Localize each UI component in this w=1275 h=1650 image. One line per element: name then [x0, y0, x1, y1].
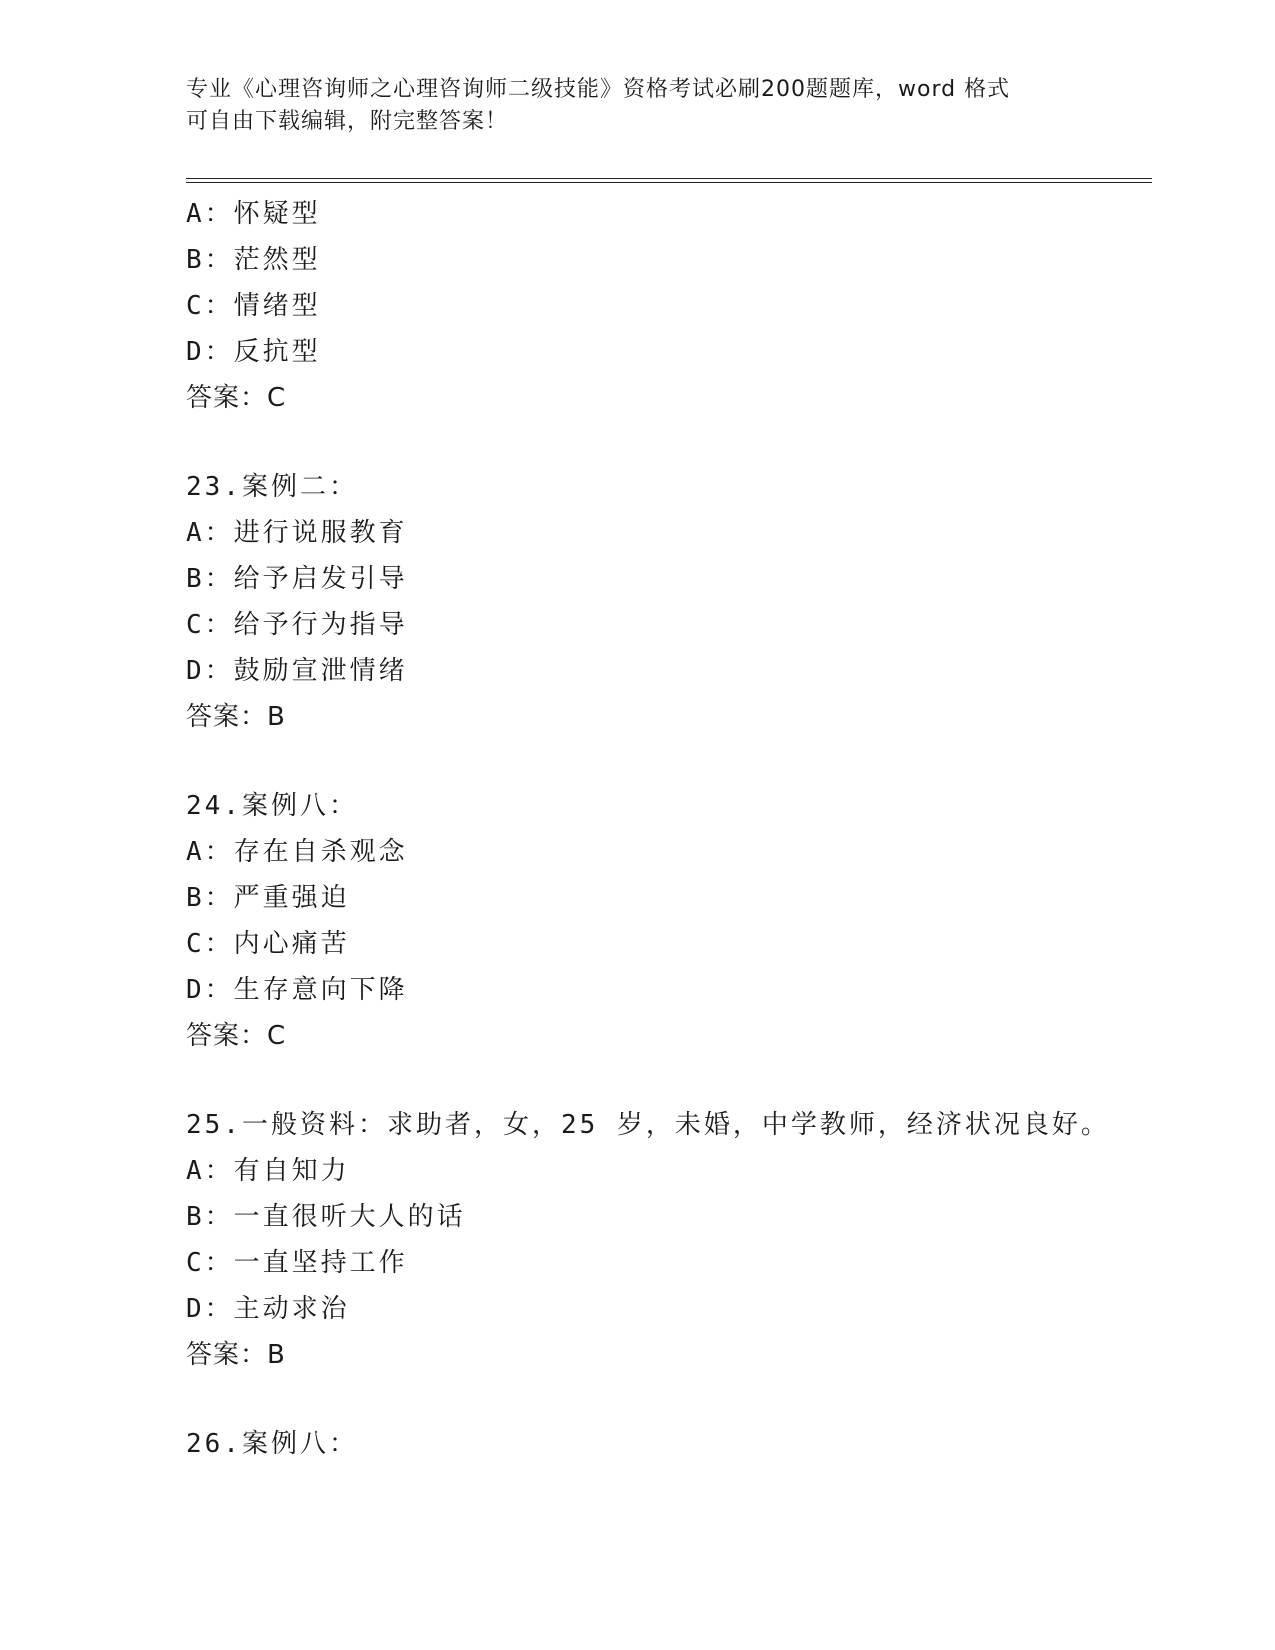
option-d: D：鼓励宣泄情绪 [186, 656, 408, 686]
option-c: C：情绪型 [186, 291, 321, 321]
option-c: C：内心痛苦 [186, 929, 350, 959]
option-a: A：怀疑型 [186, 199, 321, 229]
question-spacer [186, 1378, 1152, 1421]
document-header [186, 74, 1066, 138]
header-divider-top [186, 178, 1152, 179]
option-b: B：严重强迫 [186, 883, 350, 913]
answer: 答案：C [186, 383, 287, 413]
answer: 答案：B [186, 702, 286, 732]
question-stem: 24.案例八： [186, 791, 358, 821]
question-24 [186, 783, 1152, 1059]
question-25 [186, 1102, 1152, 1378]
option-a: A：有自知力 [186, 1156, 350, 1186]
question-stem: 26.案例八： [186, 1429, 358, 1459]
header-line-1: 专业《心理咨询师之心理咨询师二级技能》资格考试必刷200题题库，word 格式 [186, 77, 1011, 102]
answer: 答案：B [186, 1340, 286, 1370]
option-a: A：存在自杀观念 [186, 837, 408, 867]
option-d: D：反抗型 [186, 337, 321, 367]
question-23 [186, 464, 1152, 740]
header-line-2: 可自由下载编辑，附完整答案！ [186, 109, 509, 134]
question-spacer [186, 421, 1152, 464]
question-list [186, 191, 1152, 1467]
question-stem: 25.一般资料：求助者，女，25 岁，未婚，中学教师，经济状况良好。 [186, 1110, 1110, 1140]
option-b: B：给予启发引导 [186, 564, 408, 594]
question-spacer [186, 740, 1152, 783]
option-d: D：主动求治 [186, 1294, 350, 1324]
option-c: C：给予行为指导 [186, 610, 408, 640]
answer: 答案：C [186, 1021, 287, 1051]
question-stem: 23.案例二： [186, 472, 358, 502]
option-d: D：生存意向下降 [186, 975, 408, 1005]
question-spacer [186, 1059, 1152, 1102]
option-b: B：茫然型 [186, 245, 321, 275]
option-c: C：一直坚持工作 [186, 1248, 408, 1278]
option-a: A：进行说服教育 [186, 518, 408, 548]
option-b: B：一直很听大人的话 [186, 1202, 466, 1232]
question-26 [186, 1421, 1152, 1467]
header-divider-bottom [186, 182, 1152, 183]
question-22 [186, 191, 1152, 421]
